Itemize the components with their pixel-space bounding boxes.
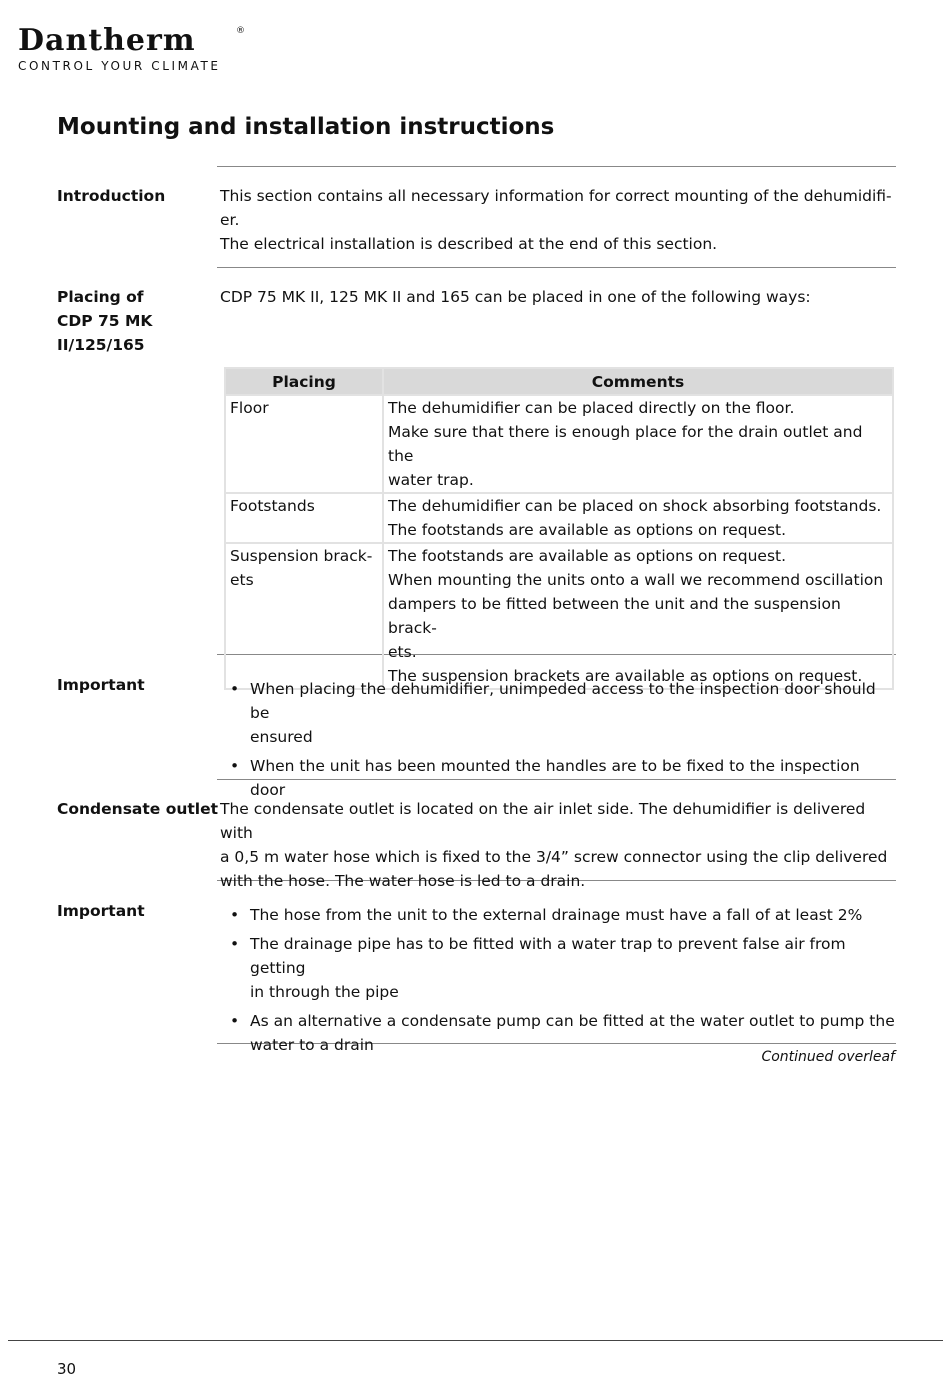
placing-cell	[225, 543, 383, 689]
important-list	[228, 903, 896, 1062]
introduction-text	[220, 184, 895, 256]
text-line: a 0,5 m water hose which is fixed to the 3/4” screw connector using the clip delivered	[220, 848, 888, 866]
brand-tagline: CONTROL YOUR CLIMATE	[18, 59, 221, 73]
list-item	[228, 903, 896, 927]
cell-line: water trap.	[388, 471, 474, 489]
placing-cell	[225, 395, 383, 493]
bullet-icon: •	[230, 1012, 240, 1030]
table-row	[225, 493, 893, 543]
placing-cell	[225, 493, 383, 543]
table-header-row	[225, 368, 893, 395]
footer-divider	[8, 1340, 943, 1341]
introduction-label: Introduction	[57, 187, 166, 205]
item-line: ensured	[250, 728, 313, 746]
item-line: When placing the dehumidifier, unimpeded access to the inspection door should be	[250, 680, 876, 722]
label-line: CDP 75 MK	[57, 312, 153, 330]
text-line: with the hose. The water hose is led to a drain.	[220, 872, 586, 890]
bullet-icon: •	[230, 680, 240, 698]
placing-table	[224, 367, 894, 690]
list-item	[228, 932, 896, 1004]
cell-line: ets.	[388, 643, 417, 661]
item-line: water to a drain	[250, 1036, 374, 1054]
cell-line: When mounting the units onto a wall we recommend oscillation	[388, 571, 884, 589]
item-line: When the unit has been mounted the handles are to be fixed to the inspection door	[250, 757, 860, 799]
cell-line: The footstands are available as options on request.	[388, 521, 787, 539]
placing-text: CDP 75 MK II, 125 MK II and 165 can be placed in one of the following ways:	[220, 288, 811, 306]
list-item	[228, 754, 896, 802]
label-line: Placing of	[57, 288, 144, 306]
item-line: in through the pipe	[250, 983, 399, 1001]
item-line: The hose from the unit to the external drainage must have a fall of at least 2%	[250, 906, 863, 924]
column-header-placing: Placing	[225, 368, 383, 395]
cell-line: The footstands are available as options on request.	[388, 547, 787, 565]
brand-logo	[18, 23, 245, 73]
item-line: As an alternative a condensate pump can be fitted at the water outlet to pump the	[250, 1012, 895, 1030]
continued-note: Continued overleaf	[761, 1049, 895, 1065]
section-divider	[217, 166, 896, 167]
cell-line: The dehumidifier can be placed on shock absorbing footstands.	[388, 497, 882, 515]
important-label: Important	[57, 676, 145, 694]
item-line: The drainage pipe has to be fitted with a water trap to prevent false air from getting	[250, 935, 846, 977]
placing-label	[57, 285, 152, 357]
comments-cell	[383, 543, 893, 689]
cell-line: The dehumidifier can be placed directly on the floor.	[388, 399, 795, 417]
important-label: Important	[57, 902, 145, 920]
cell-line: The suspension brackets are available as options on request.	[388, 667, 863, 685]
label-line: II/125/165	[57, 336, 145, 354]
bullet-icon: •	[230, 935, 240, 953]
cell-line: ets	[230, 571, 254, 589]
text-line: er.	[220, 211, 240, 229]
cell-line: Suspension brack-	[230, 547, 373, 565]
important-list	[228, 677, 896, 807]
cell-line: Floor	[230, 399, 269, 417]
cell-line: Make sure that there is enough place for the drain outlet and the	[388, 423, 863, 465]
bullet-icon: •	[230, 906, 240, 924]
brand-name: Dantherm	[18, 23, 196, 58]
page-title: Mounting and installation instructions	[57, 114, 555, 140]
bullet-icon: •	[230, 757, 240, 775]
table-row	[225, 395, 893, 493]
list-item	[228, 677, 896, 749]
text-line: The condensate outlet is located on the air inlet side. The dehumidifier is delivered with	[220, 800, 866, 842]
cell-line: dampers to be fitted between the unit and the suspension brack-	[388, 595, 841, 637]
text-line: This section contains all necessary information for correct mounting of the dehumidifi-	[220, 187, 892, 205]
cell-line: Footstands	[230, 497, 315, 515]
condensate-text	[220, 797, 895, 893]
comments-cell	[383, 395, 893, 493]
text-line: The electrical installation is described at the end of this section.	[220, 235, 718, 253]
page-number: 30	[57, 1360, 77, 1378]
table-row	[225, 543, 893, 689]
column-header-comments: Comments	[383, 368, 893, 395]
section-divider	[217, 267, 896, 268]
comments-cell	[383, 493, 893, 543]
condensate-label: Condensate outlet	[57, 800, 219, 818]
registered-mark: ®	[236, 26, 245, 36]
